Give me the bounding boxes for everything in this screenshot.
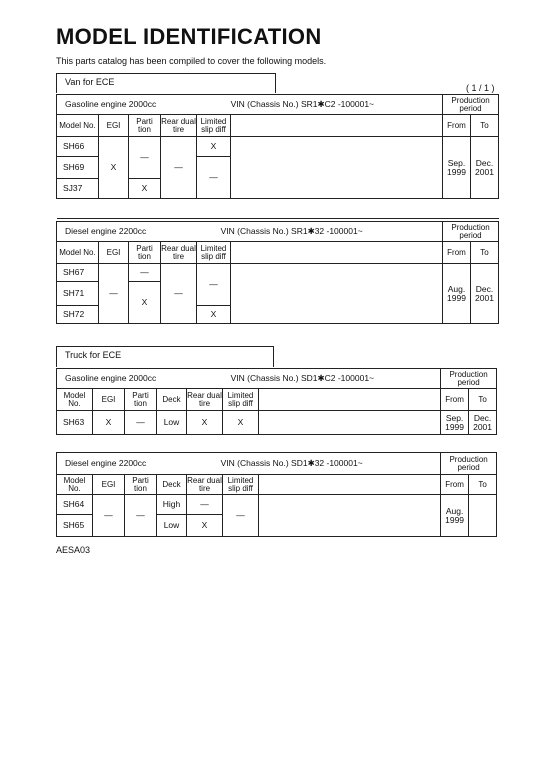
col-from: From bbox=[441, 475, 469, 495]
col-spacer bbox=[231, 242, 443, 264]
rear-dual-value: X bbox=[187, 515, 223, 537]
engine-label: Diesel engine 2200cc bbox=[65, 226, 147, 237]
table-row-model: SH66 bbox=[57, 137, 99, 157]
vin-label: VIN (Chassis No.) SR1✱32 -100001~ bbox=[220, 226, 363, 237]
col-rear-dual-tire: Rear dual tire bbox=[161, 115, 197, 137]
lsd-value: X bbox=[197, 306, 231, 324]
partition-value: — bbox=[125, 411, 157, 435]
table-row-model: SH71 bbox=[57, 282, 99, 306]
col-deck: Deck bbox=[157, 475, 187, 495]
col-deck: Deck bbox=[157, 389, 187, 411]
col-rear-dual-tire: Rear dual tire bbox=[187, 389, 223, 411]
van-section-label: Van for ECE bbox=[65, 77, 115, 87]
col-egi: EGI bbox=[93, 475, 125, 495]
row-spacer bbox=[231, 264, 443, 324]
truck-section-label: Truck for ECE bbox=[65, 350, 122, 360]
row-spacer bbox=[259, 411, 441, 435]
truck-gasoline-table bbox=[56, 368, 497, 453]
van-diesel-table bbox=[56, 221, 499, 324]
egi-value: X bbox=[93, 411, 125, 435]
rear-dual-value: — bbox=[161, 264, 197, 324]
partition-value: X bbox=[129, 179, 161, 199]
to-value: Dec. 2001 bbox=[469, 411, 497, 435]
partition-value: — bbox=[125, 495, 157, 537]
egi-value: — bbox=[93, 495, 125, 537]
production-period-header: Production period bbox=[443, 222, 499, 242]
production-period-header: Production period bbox=[441, 453, 497, 475]
deck-value: Low bbox=[157, 411, 187, 435]
col-limited-slip-diff: Limited slip diff bbox=[197, 115, 231, 137]
egi-value: — bbox=[99, 264, 129, 324]
page-subtitle: This parts catalog has been compiled to cover the following models. bbox=[56, 56, 327, 66]
col-spacer bbox=[259, 389, 441, 411]
table-row-model: SH72 bbox=[57, 306, 99, 324]
engine-label: Gasoline engine 2000cc bbox=[65, 99, 157, 110]
row-spacer bbox=[259, 495, 441, 537]
van-gasoline-table bbox=[56, 94, 499, 219]
col-egi: EGI bbox=[99, 242, 129, 264]
col-to: To bbox=[469, 389, 497, 411]
rear-dual-value: X bbox=[187, 411, 223, 435]
van-diesel-header bbox=[57, 222, 443, 242]
truck-gasoline-header bbox=[57, 369, 441, 389]
section-gap bbox=[57, 199, 499, 219]
truck-diesel-header bbox=[57, 453, 441, 475]
col-rear-dual-tire: Rear dual tire bbox=[161, 242, 197, 264]
col-partition: Parti tion bbox=[125, 389, 157, 411]
engine-label: Gasoline engine 2000cc bbox=[65, 373, 157, 384]
table-row-model: SH69 bbox=[57, 157, 99, 179]
col-limited-slip-diff: Limited slip diff bbox=[223, 475, 259, 495]
col-partition: Parti tion bbox=[129, 115, 161, 137]
lsd-value: X bbox=[223, 411, 259, 435]
page-indicator: ( 1 / 1 ) bbox=[466, 83, 495, 93]
row-spacer bbox=[231, 137, 443, 199]
col-model-no: Model No. bbox=[57, 115, 99, 137]
van-section-tab bbox=[56, 73, 276, 93]
production-period-header: Production period bbox=[443, 95, 499, 115]
col-model-no: Model No. bbox=[57, 389, 93, 411]
table-row-model: SJ37 bbox=[57, 179, 99, 199]
col-egi: EGI bbox=[93, 389, 125, 411]
col-from: From bbox=[443, 242, 471, 264]
truck-diesel-table bbox=[56, 452, 497, 537]
vin-label: VIN (Chassis No.) SD1✱32 -100001~ bbox=[220, 458, 363, 469]
col-model-no: Model No. bbox=[57, 242, 99, 264]
col-model-no: Model No. bbox=[57, 475, 93, 495]
col-from: From bbox=[441, 389, 469, 411]
from-value: Sep. 1999 bbox=[441, 411, 469, 435]
deck-value: High bbox=[157, 495, 187, 515]
rear-dual-value: — bbox=[187, 495, 223, 515]
col-spacer bbox=[259, 475, 441, 495]
section-gap bbox=[57, 435, 497, 453]
lsd-value: X bbox=[197, 137, 231, 157]
col-spacer bbox=[231, 115, 443, 137]
engine-label: Diesel engine 2200cc bbox=[65, 458, 147, 469]
col-partition: Parti tion bbox=[125, 475, 157, 495]
col-limited-slip-diff: Limited slip diff bbox=[223, 389, 259, 411]
vin-label: VIN (Chassis No.) SR1✱C2 -100001~ bbox=[230, 99, 375, 110]
from-value: Aug. 1999 bbox=[443, 264, 471, 324]
to-value: Dec. 2001 bbox=[471, 264, 499, 324]
col-to: To bbox=[471, 115, 499, 137]
col-egi: EGI bbox=[99, 115, 129, 137]
to-value bbox=[469, 495, 497, 537]
table-row-model: SH67 bbox=[57, 264, 99, 282]
from-value: Sep. 1999 bbox=[443, 137, 471, 199]
lsd-value: — bbox=[197, 157, 231, 199]
page-title: MODEL IDENTIFICATION bbox=[56, 24, 322, 49]
partition-value: — bbox=[129, 264, 161, 282]
production-period-header: Production period bbox=[441, 369, 497, 389]
table-row-model: SH65 bbox=[57, 515, 93, 537]
truck-section-tab bbox=[56, 346, 274, 367]
col-partition: Parti tion bbox=[129, 242, 161, 264]
footer-code: AESA03 bbox=[56, 545, 91, 555]
col-to: To bbox=[471, 242, 499, 264]
table-row-model: SH64 bbox=[57, 495, 93, 515]
to-value: Dec. 2001 bbox=[471, 137, 499, 199]
lsd-value: — bbox=[223, 495, 259, 537]
col-rear-dual-tire: Rear dual tire bbox=[187, 475, 222, 493]
lsd-value: — bbox=[197, 264, 231, 306]
table-row-model: SH63 bbox=[57, 411, 93, 435]
rear-dual-value: — bbox=[161, 137, 197, 199]
partition-value: X bbox=[129, 282, 161, 324]
col-limited-slip-diff: Limited slip diff bbox=[197, 242, 231, 264]
van-gasoline-header bbox=[57, 95, 443, 115]
from-value: Aug. 1999 bbox=[441, 495, 469, 537]
deck-value: Low bbox=[157, 515, 187, 537]
col-to: To bbox=[469, 475, 497, 495]
partition-value: — bbox=[129, 137, 161, 179]
col-from: From bbox=[443, 115, 471, 137]
vin-label: VIN (Chassis No.) SD1✱C2 -100001~ bbox=[230, 373, 375, 384]
egi-value: X bbox=[99, 137, 129, 199]
